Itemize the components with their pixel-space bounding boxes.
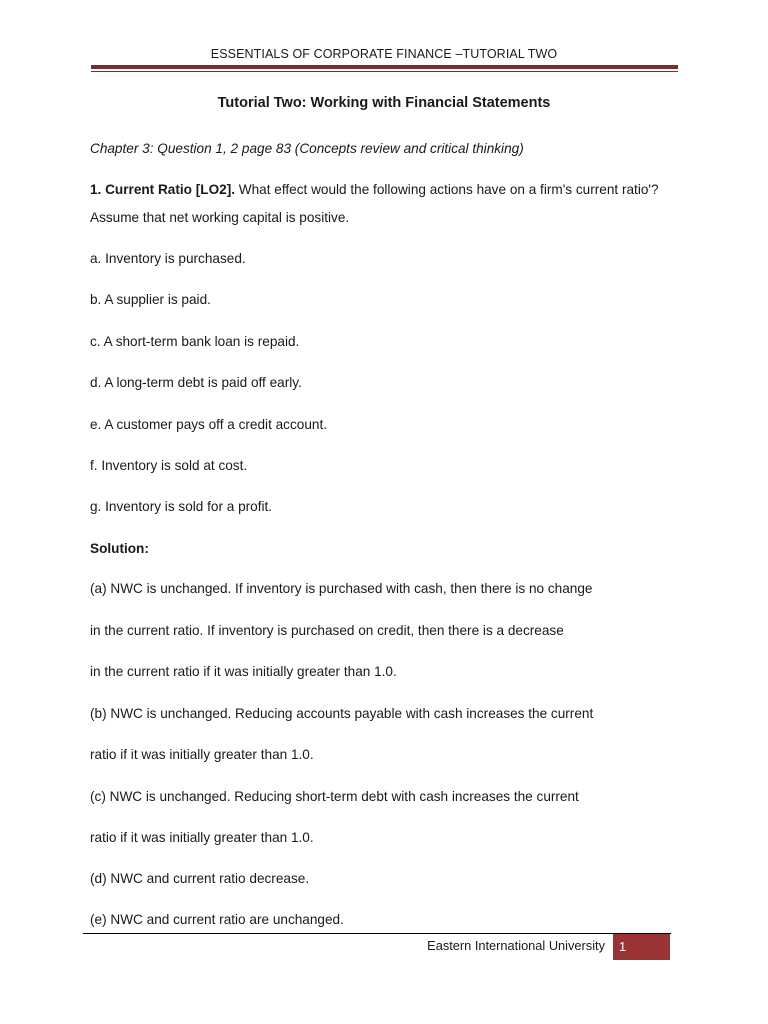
header-rule-thick [91, 65, 678, 69]
question-line-2: Assume that net working capital is positive. [90, 210, 350, 225]
solution-line: (c) NWC is unchanged. Reducing short-term debt with cash increases the current [90, 789, 579, 804]
solution-line: ratio if it was initially greater than 1.0. [90, 830, 314, 845]
list-item: b. A supplier is paid. [90, 292, 211, 307]
solution-line: in the current ratio. If inventory is purchased on credit, then there is a decrease [90, 623, 564, 638]
list-item: c. A short-term bank loan is repaid. [90, 334, 300, 349]
list-item: d. A long-term debt is paid off early. [90, 375, 302, 390]
solution-line: (d) NWC and current ratio decrease. [90, 871, 310, 886]
solution-line: ratio if it was initially greater than 1.0. [90, 747, 314, 762]
list-item: f. Inventory is sold at cost. [90, 458, 248, 473]
solution-line: (a) NWC is unchanged. If inventory is purchased with cash, then there is no change [90, 581, 593, 596]
list-item: a. Inventory is purchased. [90, 251, 246, 266]
solution-heading: Solution: [90, 541, 149, 556]
header-rule-thin [91, 71, 678, 72]
question-text: What effect would the following actions have on a firm's current ratio'? [235, 182, 659, 197]
solution-line: (e) NWC and current ratio are unchanged. [90, 912, 344, 927]
list-item: e. A customer pays off a credit account. [90, 417, 328, 432]
chapter-reference: Chapter 3: Question 1, 2 page 83 (Concepts review and critical thinking) [90, 141, 524, 156]
solution-line: (b) NWC is unchanged. Reducing accounts payable with cash increases the current [90, 706, 594, 721]
footer-rule [83, 933, 671, 934]
page-number: 1 [619, 939, 627, 954]
question-label: 1. Current Ratio [LO2]. [90, 182, 236, 197]
page-number-box [613, 934, 670, 960]
list-item: g. Inventory is sold for a profit. [90, 499, 273, 514]
footer-university: Eastern International University [427, 938, 605, 953]
solution-line: in the current ratio if it was initially greater than 1.0. [90, 664, 397, 679]
document-title: Tutorial Two: Working with Financial Statements [217, 95, 551, 111]
question-line-1 [90, 182, 659, 197]
header-title: ESSENTIALS OF CORPORATE FINANCE –TUTORIAL TWO [210, 47, 558, 61]
